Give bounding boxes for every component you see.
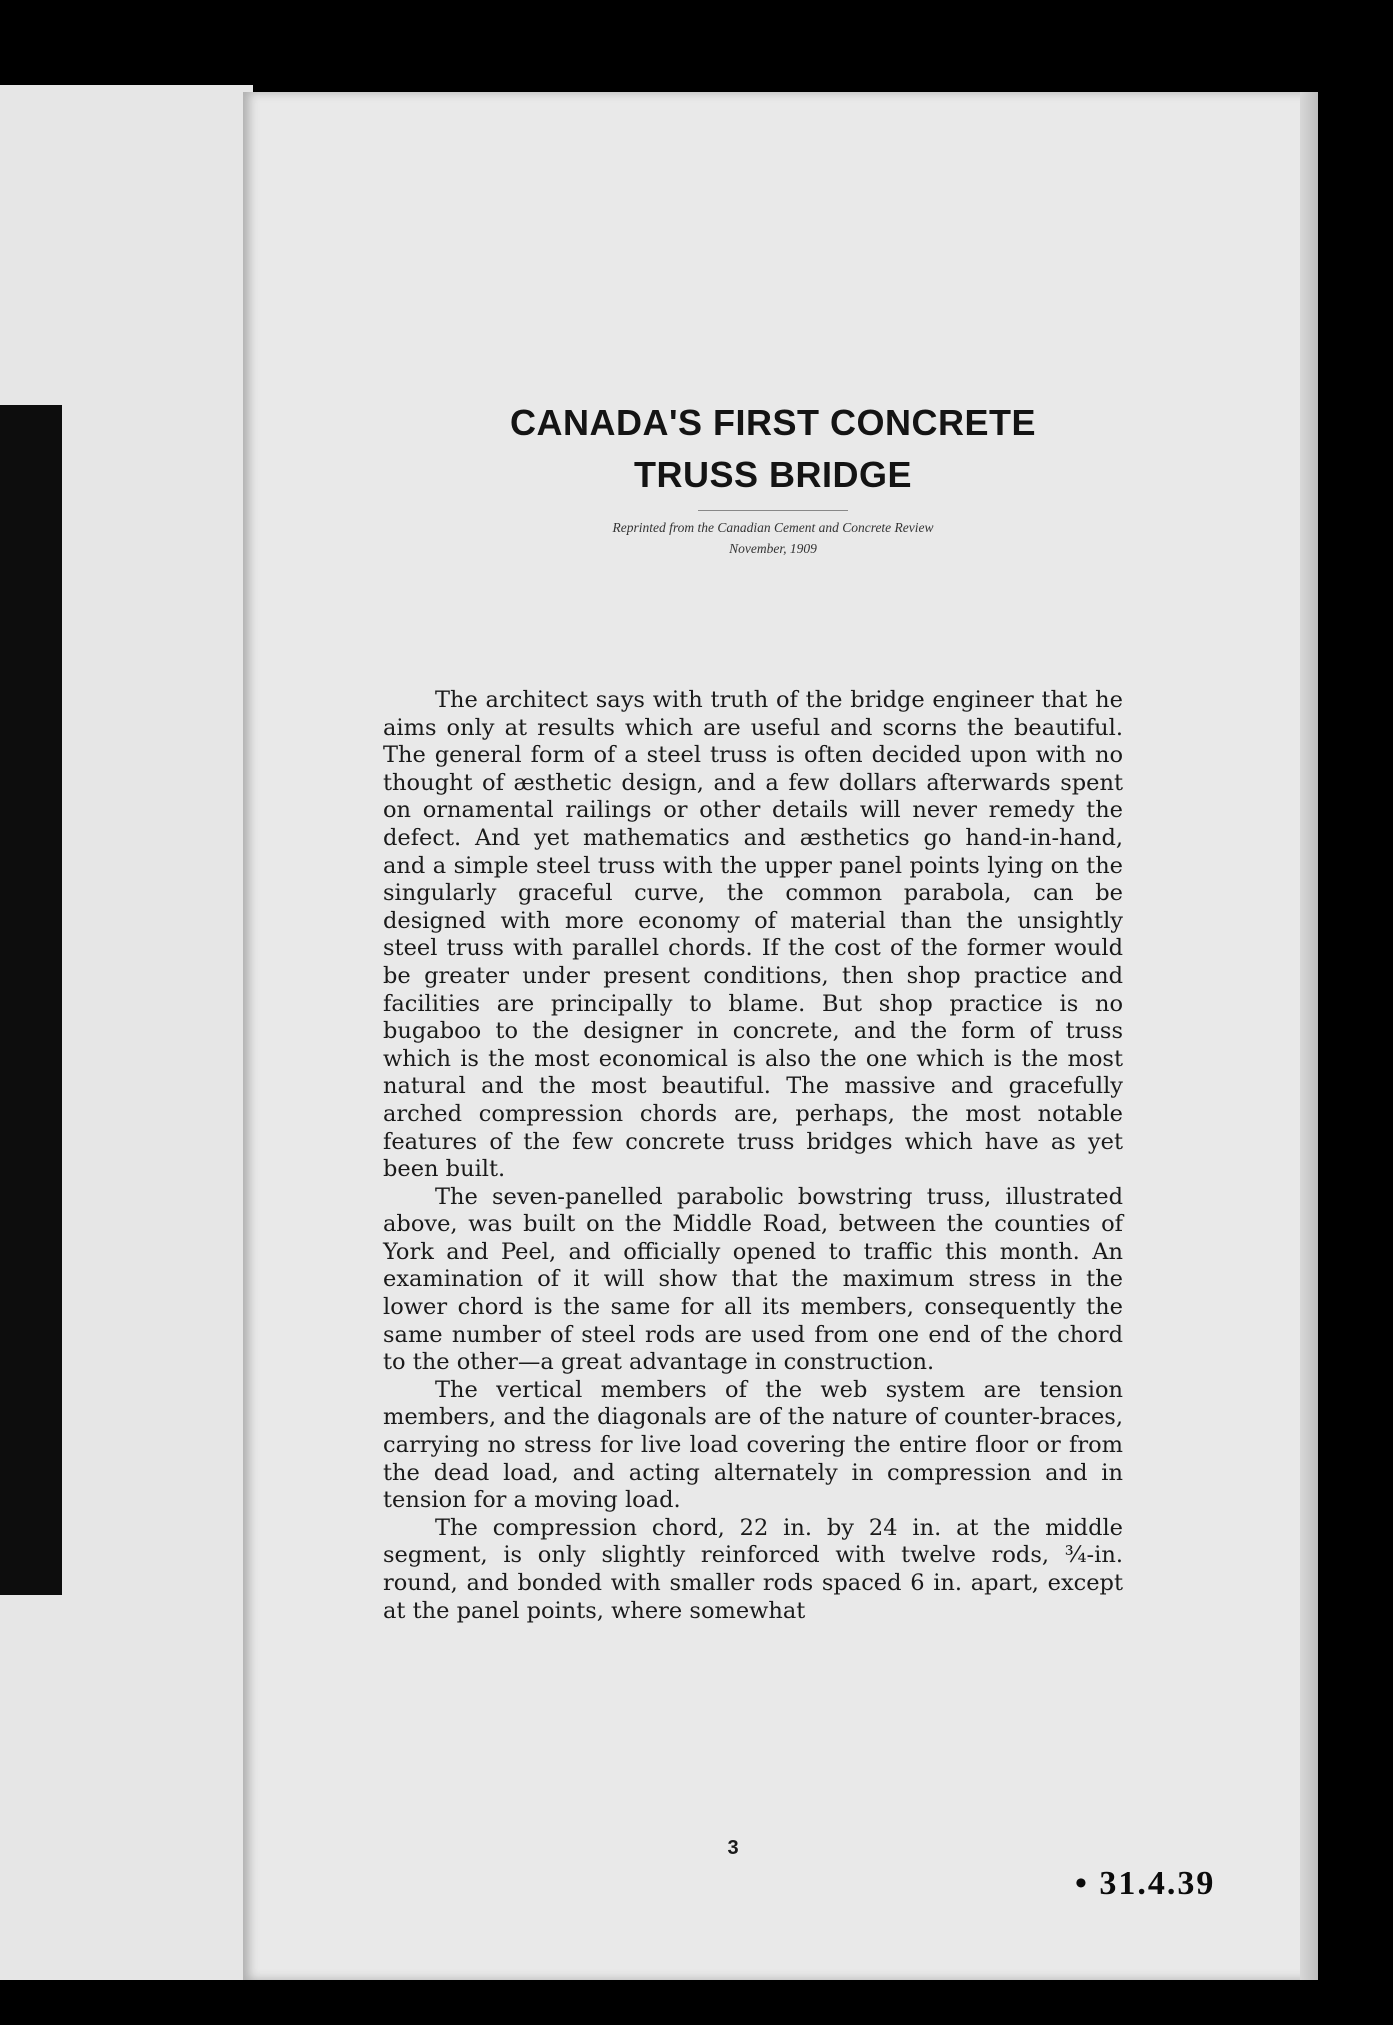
title-line-1: CANADA'S FIRST CONCRETE <box>509 402 1037 443</box>
document-page <box>243 92 1318 1980</box>
source-note <box>493 517 1053 559</box>
paragraph-4: The compression chord, 22 in. by 24 in. at the middle segment, is only slightly reinforced with twelve rods, ¾-in. round, and bonded with smaller rods spaced 6 in. apart, except at the panel points, where somewhat <box>383 1514 1123 1624</box>
source-line-2: November, 1909 <box>729 541 817 556</box>
paragraph-1: The architect says with truth of the bridge engineer that he aims only at results which are useful and scorns the beautiful. The general form of a steel truss is often decided upon with no thought of æsthetic design, and a few dollars afterwards spent on ornamental railings or other details will never remedy the defect. And yet mathematics and æsthetics go hand-in-hand, and a simple steel truss with the upper panel points lying on the singularly graceful curve, the common parabola, can be designed with more economy of material than the unsightly steel truss with parallel chords. If the cost of the former would be greater under present conditions, then shop practice and facilities are principally to blame. But shop practice is no bugaboo to the designer in concrete, and the form of truss which is the most economical is also the one which is the most natural and the most beautiful. The massive and gracefully arched compression chords are, perhaps, the most notable features of the few concrete truss bridges which have as yet been built. <box>383 687 1123 1183</box>
title-line-2: TRUSS BRIDGE <box>633 454 913 495</box>
article-body <box>383 687 1123 1625</box>
page-edge-shadow <box>1300 92 1318 1980</box>
paragraph-2: The seven-panelled parabolic bowstring truss, illustrated above, was built on the Middle Road, between the counties of York and Peel, and officially opened to traffic this month. An examination of it will show that the maximum stress in the lower chord is the same for all its members, consequently the same number of steel rods are used from one end of the chord to the other—a great advantage in construction. <box>383 1183 1123 1376</box>
title-divider <box>698 510 848 511</box>
paragraph-3: The vertical members of the web system are tension members, and the diagonals are of the nature of counter-braces, carrying no stress for live load covering the entire floor or from the dead load, and acting alternately in compression and in tension for a moving load. <box>383 1376 1123 1514</box>
page-number: 3 <box>727 1837 739 1859</box>
page-title <box>243 397 1303 501</box>
handwritten-mark: • 31.4.39 <box>1075 1865 1216 1902</box>
source-line-1: Reprinted from the Canadian Cement and Concrete Review <box>612 520 934 535</box>
bridge-photo-edge <box>0 405 62 1595</box>
